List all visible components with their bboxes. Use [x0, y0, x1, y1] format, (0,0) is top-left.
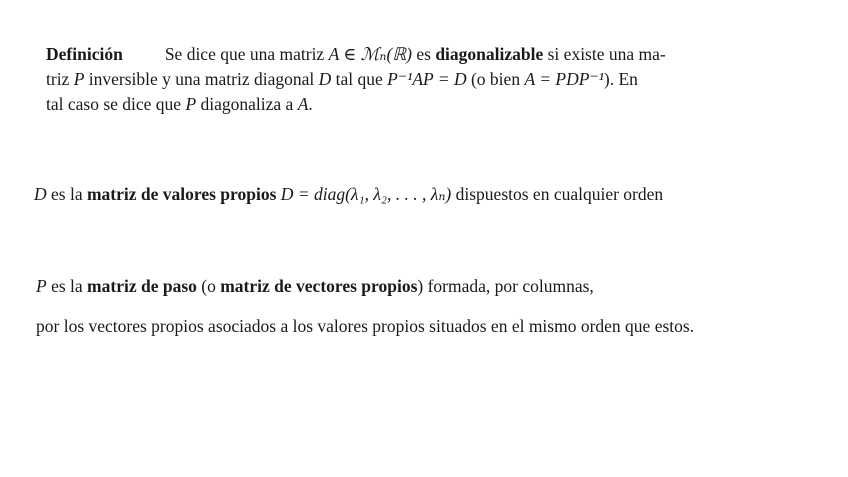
definition-text: triz — [46, 69, 74, 89]
definition-text: es — [411, 44, 436, 64]
math-variable: P — [185, 94, 197, 114]
math-variable: D — [34, 184, 47, 204]
change-matrix-term: matriz de paso — [87, 276, 197, 296]
math-expression: A ∈ ℳₙ(ℝ) — [328, 44, 412, 64]
definition-text: (o bien — [466, 69, 525, 89]
definition-text: inversible y una matriz diagonal — [84, 69, 319, 89]
eigenvector-matrix-term: matriz de vectores propios — [220, 276, 418, 296]
body-text: por los vectores propios asociados a los valores propios situados en el mismo orden que estos. — [36, 316, 695, 336]
definition-text: tal caso se dice que — [46, 94, 186, 114]
math-variable: P — [73, 69, 85, 89]
body-text: (o — [196, 276, 221, 296]
definition-text: diagonaliza a — [196, 94, 298, 114]
definition-line-2 — [46, 67, 806, 92]
definition-text: . — [308, 94, 313, 114]
body-text: ) formada, por columnas, — [417, 276, 594, 296]
definition-heading: Definición — [46, 44, 123, 64]
definition-text: ). En — [603, 69, 638, 89]
p-matrix-line-2 — [36, 314, 694, 338]
definition-line-1 — [46, 42, 806, 67]
definition-line-3 — [46, 92, 806, 117]
body-text: dispuestos en cualquier orden — [451, 184, 664, 204]
math-variable: P — [36, 276, 47, 296]
definition-text: si existe una ma- — [543, 44, 666, 64]
eigenvalue-matrix-term: matriz de valores propios — [86, 184, 277, 204]
definition-text: tal que — [331, 69, 388, 89]
math-expression: A = PDP⁻¹ — [524, 69, 604, 89]
math-variable: A — [297, 94, 309, 114]
definition-block — [46, 42, 806, 117]
body-text: es la — [46, 276, 88, 296]
d-matrix-line — [34, 182, 663, 206]
definition-text: Se dice que una matriz — [164, 44, 329, 64]
p-matrix-line-1 — [36, 274, 594, 298]
diagonalizable-term: diagonalizable — [435, 44, 544, 64]
body-text: es la — [46, 184, 87, 204]
math-variable: D — [318, 69, 332, 89]
math-expression: D = diag(λ₁, λ₂, . . . , λₙ) — [276, 184, 452, 204]
math-expression: P⁻¹AP = D — [387, 69, 467, 89]
